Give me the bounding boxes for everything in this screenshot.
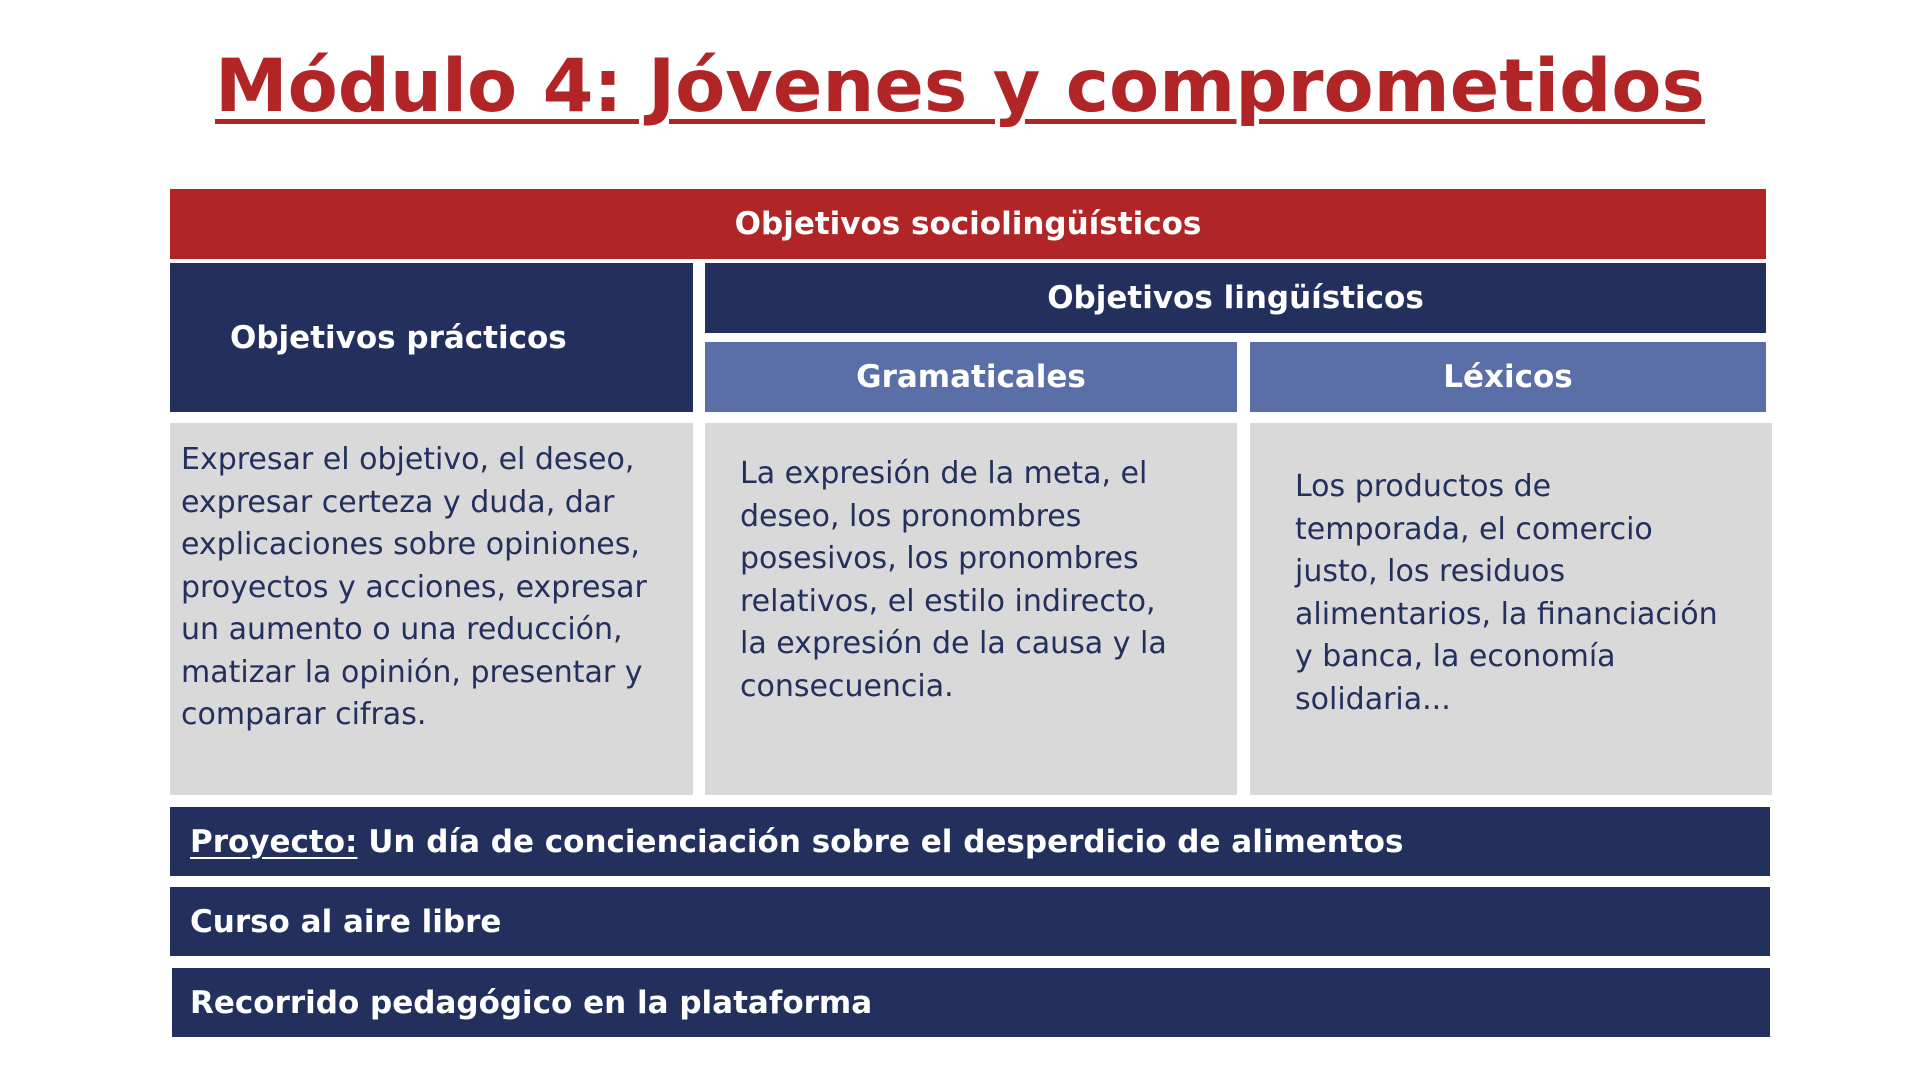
practical-objectives-label: Objetivos prácticos: [230, 319, 567, 356]
practical-objectives-cell: [170, 423, 693, 795]
linguistic-objectives-label: Objetivos lingüísticos: [1047, 280, 1424, 316]
lexical-label: Léxicos: [1443, 359, 1573, 395]
lexical-text: Los productos de temporada, el comercio justo, los residuos alimentarios, la financiación y banca, la economía solidaria...: [1295, 469, 1718, 717]
practical-objectives-text: Expresar el objetivo, el deseo, expresar certeza y duda, dar explicaciones sobre opiniones, proyectos y acciones, expresar un aumento o una reducción, matizar la opinión, presentar y comparar cifras.: [181, 442, 647, 732]
lexical-header: [1250, 342, 1766, 412]
project-text: Un día de concienciación sobre el desperdicio de alimentos: [357, 823, 1404, 860]
lexical-cell: [1250, 423, 1772, 795]
platform-route-label: Recorrido pedagógico en la plataforma: [190, 984, 873, 1021]
grammatical-text: La expresión de la meta, el deseo, los pronombres posesivos, los pronombres relativos, el estilo indirecto, la expresión de la causa y la consecuencia.: [740, 456, 1167, 704]
grammatical-cell: [705, 423, 1237, 795]
project-bar: [170, 807, 1770, 876]
grammatical-label: Gramaticales: [856, 359, 1086, 395]
grammatical-header: [705, 342, 1237, 412]
project-label: Proyecto:: [190, 823, 358, 860]
practical-objectives-header: [170, 263, 693, 412]
outdoor-course-label: Curso al aire libre: [190, 903, 502, 940]
outdoor-course-bar: [170, 887, 1770, 956]
sociolinguistic-objectives-label: Objetivos sociolingüísticos: [734, 206, 1202, 242]
linguistic-objectives-header: [705, 263, 1766, 333]
sociolinguistic-objectives-header: [170, 189, 1766, 259]
page-title: Módulo 4: Jóvenes y comprometidos: [214, 44, 1705, 129]
platform-route-bar: [172, 968, 1770, 1037]
